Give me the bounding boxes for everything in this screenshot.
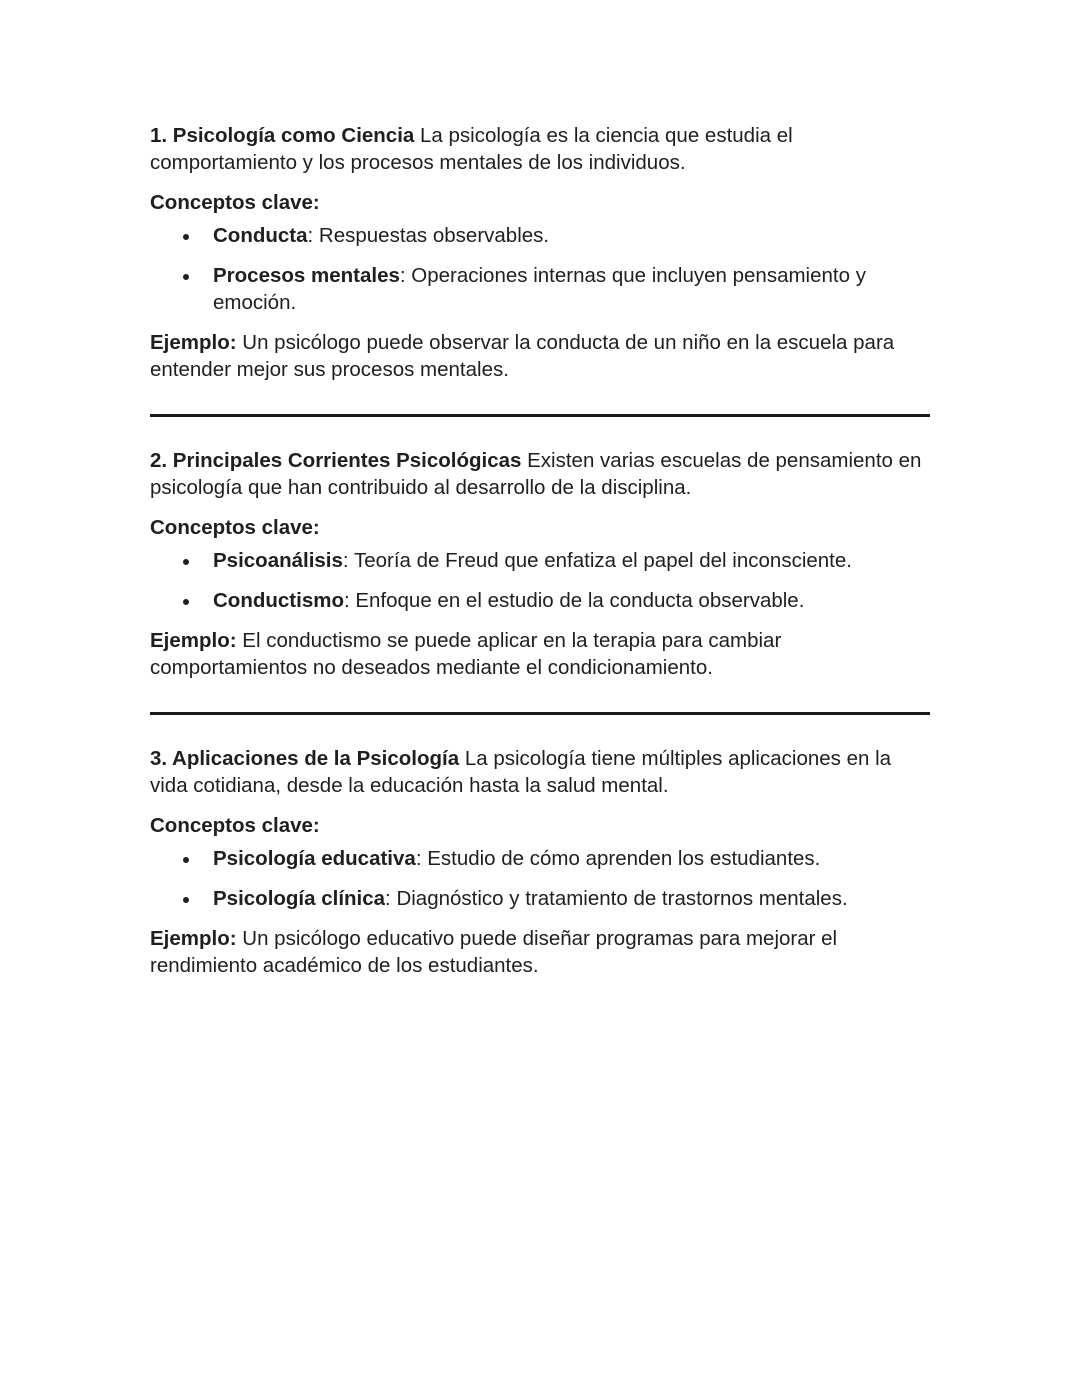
example-paragraph: [150, 627, 930, 681]
section-intro-text: La psicología tiene múltiples aplicaciones en la vida cotidiana, desde la educación hasta la salud mental.: [150, 747, 892, 797]
list-item: [150, 262, 930, 316]
section-intro: [150, 122, 930, 176]
bullet-icon: [183, 559, 189, 565]
concept-term: Psicoanálisis: [213, 549, 343, 572]
bullet-icon: [183, 857, 189, 863]
concept-term: Conductismo: [213, 589, 344, 612]
section-intro-text: La psicología es la ciencia que estudia el comportamiento y los procesos mentales de los individuos.: [150, 124, 793, 174]
section-heading: 2. Principales Corrientes Psicológicas: [150, 449, 522, 472]
example-text: El conductismo se puede aplicar en la terapia para cambiar comportamientos no deseados mediante el condicionamiento.: [150, 629, 782, 679]
list-item: [150, 845, 930, 872]
section-intro: [150, 745, 930, 799]
concept-definition: : Teoría de Freud que enfatiza el papel del inconsciente.: [342, 549, 852, 572]
section-divider: [150, 712, 930, 715]
concepts-list: [150, 845, 930, 912]
section-aplicaciones: [150, 745, 930, 979]
concepts-label: Conceptos clave:: [150, 191, 320, 214]
example-paragraph: [150, 329, 930, 383]
bullet-icon: [183, 897, 189, 903]
concept-term: Psicología educativa: [213, 847, 416, 870]
concepts-list: [150, 547, 930, 614]
concept-term: Conducta: [213, 224, 308, 247]
bullet-icon: [183, 599, 189, 605]
section-psicologia-como-ciencia: [150, 122, 930, 383]
example-text: Un psicólogo educativo puede diseñar programas para mejorar el rendimiento académico de los estudiantes.: [150, 927, 838, 977]
concept-definition: : Estudio de cómo aprenden los estudiantes.: [415, 847, 821, 870]
concept-definition: : Diagnóstico y tratamiento de trastornos mentales.: [385, 887, 848, 910]
document-page: [150, 122, 930, 979]
bullet-icon: [183, 274, 189, 280]
concept-term: Procesos mentales: [213, 264, 400, 287]
list-item: [150, 587, 930, 614]
section-intro-text: Existen varias escuelas de pensamiento en psicología que han contribuido al desarrollo de la disciplina.: [150, 449, 922, 499]
concept-definition: : Enfoque en el estudio de la conducta observable.: [343, 589, 805, 612]
section-intro: [150, 447, 930, 501]
concept-definition: : Respuestas observables.: [307, 224, 550, 247]
concepts-list: [150, 222, 930, 316]
section-heading: 1. Psicología como Ciencia: [150, 124, 415, 147]
example-paragraph: [150, 925, 930, 979]
section-principales-corrientes: [150, 447, 930, 681]
example-text: Un psicólogo puede observar la conducta de un niño en la escuela para entender mejor sus procesos mentales.: [150, 331, 895, 381]
list-item: [150, 885, 930, 912]
bullet-icon: [183, 234, 189, 240]
concepts-label: Conceptos clave:: [150, 516, 320, 539]
concepts-label: Conceptos clave:: [150, 814, 320, 837]
concept-definition: : Operaciones internas que incluyen pensamiento y emoción.: [213, 264, 866, 314]
section-heading: 3. Aplicaciones de la Psicología: [150, 747, 460, 770]
section-divider: [150, 414, 930, 417]
list-item: [150, 222, 930, 249]
example-label: Ejemplo:: [150, 331, 237, 354]
list-item: [150, 547, 930, 574]
concept-term: Psicología clínica: [213, 887, 386, 910]
example-label: Ejemplo:: [150, 629, 237, 652]
example-label: Ejemplo:: [150, 927, 237, 950]
